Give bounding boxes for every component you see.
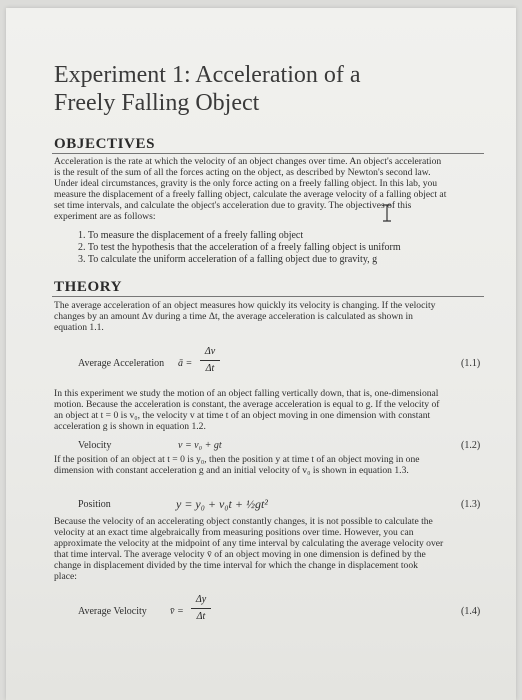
page-title-line-1: Experiment 1: Acceleration of a: [54, 62, 361, 88]
objectives-line: Acceleration is the rate at which the velocity of an object changes over time. An object's acceleration: [54, 156, 442, 167]
equation-1-4-label: Average Velocity: [78, 606, 147, 617]
theory-paragraph-4-line: that time interval. The average velocity v̄ of an object moving in one dimension is defined by the: [54, 549, 426, 560]
equation-1-4-numerator: Δy: [195, 594, 207, 605]
objective-item-1: 1. To measure the displacement of a freely falling object: [78, 230, 304, 241]
objective-item-3: 3. To calculate the uniform acceleration of a falling object due to gravity, g: [78, 254, 378, 265]
equation-1-1-number: (1.1): [461, 358, 481, 369]
equation-1-4-number: (1.4): [461, 606, 481, 617]
objectives-rule: [52, 153, 484, 154]
theory-paragraph-3-line: If the position of an object at t = 0 is y₀, then the position y at time t of an object moving in one: [54, 454, 420, 465]
theory-paragraph-4-line: change in displacement divided by the time interval for which the change in displacement took: [54, 560, 418, 571]
theory-paragraph-1-line: changes by an amount Δv during a time Δt, the average acceleration is calculated as shown in: [54, 311, 413, 322]
equation-1-4-fraction-bar: [191, 608, 211, 609]
objectives-line: set time intervals, and calculate the object's acceleration due to gravity. The objectives of this: [54, 200, 412, 211]
theory-paragraph-4-line: place:: [54, 571, 77, 582]
theory-paragraph-4-line: Because the velocity of an accelerating object constantly changes, it is not possible to calculate the: [54, 516, 433, 527]
objectives-line: measure the displacement of a freely falling object, calculate the average velocity of a falling object at: [54, 189, 447, 200]
equation-1-3-label: Position: [78, 499, 111, 510]
objectives-line: experiment are as follows:: [54, 211, 156, 222]
equation-1-2-number: (1.2): [461, 440, 481, 451]
text-cursor-icon: [382, 204, 392, 222]
theory-paragraph-4-line: velocity at an exact time algebraically from measuring positions over time. However, you can: [54, 527, 414, 538]
equation-1-3-expression: y = y₀ + v₀t + ½gt²: [176, 497, 268, 511]
theory-paragraph-2-line: an object at t = 0 is v₀, the velocity v at time t of an object moving in one dimension with constant: [54, 410, 431, 421]
objectives-heading: OBJECTIVES: [54, 136, 156, 152]
theory-paragraph-3-line: dimension with constant acceleration g and an initial velocity of v₀ is shown in equation 1.3.: [54, 465, 409, 476]
theory-heading: THEORY: [54, 279, 123, 295]
equation-1-1-denominator: Δt: [205, 363, 215, 374]
objectives-line: is the result of the sum of all the forces acting on the object, as described by Newton's second law.: [54, 167, 431, 178]
equation-1-1-numerator: Δv: [204, 346, 216, 357]
equation-1-3-number: (1.3): [461, 499, 481, 510]
equation-1-4-denominator: Δt: [196, 611, 206, 622]
theory-paragraph-1-line: equation 1.1.: [54, 322, 104, 333]
equation-1-1-lhs: ā =: [178, 358, 193, 369]
theory-paragraph-4-line: approximate the velocity at the midpoint of any time interval by calculating the average velocity over: [54, 538, 444, 549]
document-page: [6, 8, 516, 700]
objectives-line: Under ideal circumstances, gravity is the only force acting on a freely falling object. In this lab, you: [54, 178, 438, 189]
theory-paragraph-2-line: In this experiment we study the motion of an object falling vertically down, that is, one-dimensional: [54, 388, 439, 399]
equation-1-2-label: Velocity: [78, 440, 112, 451]
equation-1-1-label: Average Acceleration: [78, 358, 165, 369]
theory-rule: [52, 296, 484, 297]
theory-paragraph-2-line: motion. Because the acceleration is constant, the average acceleration is equal to g. If the velocity of: [54, 399, 440, 410]
theory-paragraph-1-line: The average acceleration of an object measures how quickly its velocity is changing. If the velocity: [54, 300, 436, 311]
theory-paragraph-2-line: acceleration g is shown in equation 1.2.: [54, 421, 206, 432]
equation-1-1-fraction-bar: [200, 360, 220, 361]
page-title-line-2: Freely Falling Object: [54, 90, 260, 116]
objective-item-2: 2. To test the hypothesis that the acceleration of a freely falling object is uniform: [78, 242, 401, 253]
equation-1-4-lhs: v̄ =: [170, 606, 184, 617]
equation-1-2-expression: v = v₀ + gt: [178, 440, 222, 451]
